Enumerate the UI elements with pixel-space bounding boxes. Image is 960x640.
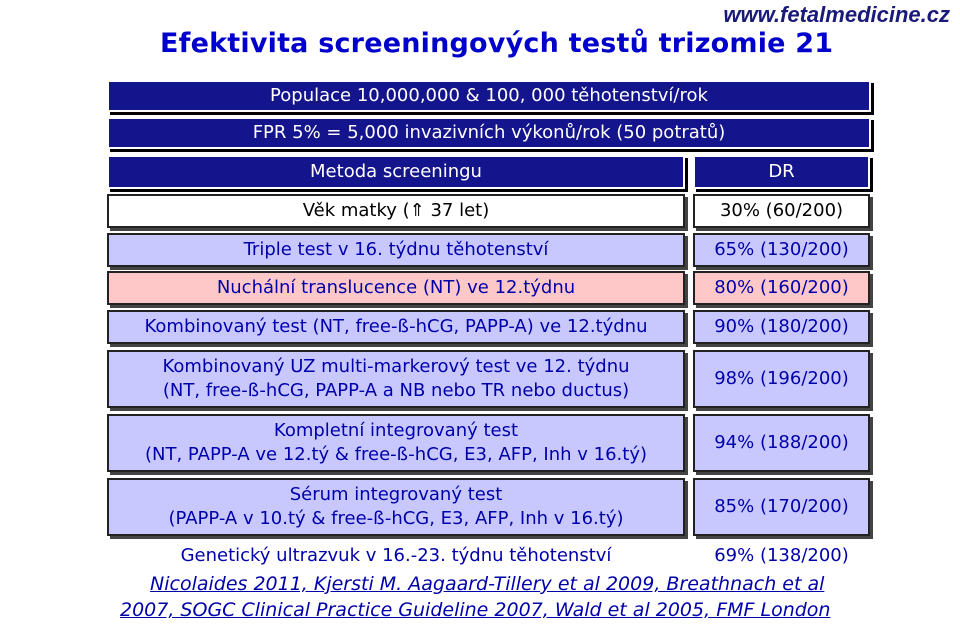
- method-text: Kombinovaný test (NT, free-ß-hCG, PAPP-A) ve 12.týdnu: [144, 316, 648, 337]
- method-cell-genetic-ultrasound: [107, 541, 685, 571]
- page-title: Efektivita screeningových testů trizomie 21: [160, 28, 834, 59]
- dr-text: 30% (60/200): [719, 200, 844, 221]
- method-text-line1: Kombinovaný UZ multi-markerový test ve 12. týdnu: [162, 356, 630, 377]
- method-text-line1: Kompletní integrovaný test: [273, 420, 519, 441]
- fpr-banner: [107, 117, 871, 149]
- dr-header: [693, 155, 870, 189]
- method-cell-serum-integrated: [107, 478, 685, 536]
- method-text: Věk matky (⇑ 37 let): [302, 200, 490, 221]
- dr-cell-nt: [693, 271, 870, 305]
- method-text-line2: (NT, PAPP-A ve 12.tý & free-ß-hCG, E3, AFP, Inh v 16.tý): [145, 444, 647, 465]
- method-cell-combined-us-multimarker: [107, 350, 685, 408]
- method-text: Nuchální translucence (NT) ve 12.týdnu: [216, 277, 576, 298]
- dr-cell-full-integrated: [693, 414, 870, 472]
- dr-text: 94% (188/200): [714, 432, 849, 453]
- method-cell-nt: [107, 271, 685, 305]
- method-text: Genetický ultrazvuk v 16.-23. týdnu těhotenství: [180, 545, 612, 566]
- dr-text: 98% (196/200): [714, 368, 849, 389]
- references-line2: 2007, SOGC Clinical Practice Guideline 2007, Wald et al 2005, FMF London: [120, 599, 831, 621]
- dr-text: 85% (170/200): [714, 496, 849, 517]
- method-cell-combined-test: [107, 310, 685, 344]
- dr-text: 80% (160/200): [714, 277, 849, 298]
- dr-header-text: DR: [768, 161, 795, 182]
- dr-cell-triple-test: [693, 233, 870, 267]
- references-line1: Nicolaides 2011, Kjersti M. Aagaard-Tillery et al 2009, Breathnach et al: [150, 573, 825, 595]
- population-banner: [107, 80, 871, 112]
- dr-cell-serum-integrated: [693, 478, 870, 536]
- method-text: Triple test v 16. týdnu těhotenství: [243, 239, 549, 260]
- method-header: [107, 155, 685, 189]
- method-text-line2: (NT, free-ß-hCG, PAPP-A a NB nebo TR nebo ductus): [162, 380, 630, 401]
- method-text-line1: Sérum integrovaný test: [289, 484, 503, 505]
- method-header-text: Metoda screeningu: [310, 161, 482, 182]
- dr-text: 69% (138/200): [714, 545, 849, 566]
- dr-text: 90% (180/200): [714, 316, 849, 337]
- dr-cell-maternal-age: [693, 194, 870, 228]
- dr-text: 65% (130/200): [714, 239, 849, 260]
- dr-cell-genetic-ultrasound: [693, 541, 870, 571]
- method-cell-maternal-age: [107, 194, 685, 228]
- dr-cell-combined-test: [693, 310, 870, 344]
- method-cell-full-integrated: [107, 414, 685, 472]
- population-text: Populace 10,000,000 & 100, 000 těhotenství/rok: [270, 85, 708, 106]
- method-text-line2: (PAPP-A v 10.tý & free-ß-hCG, E3, AFP, Inh v 16.tý): [168, 508, 624, 529]
- method-cell-triple-test: [107, 233, 685, 267]
- dr-cell-combined-us-multimarker: [693, 350, 870, 408]
- website-url: www.fetalmedicine.cz: [723, 2, 950, 27]
- fpr-text: FPR 5% = 5,000 invazivních výkonů/rok (50 potratů): [252, 122, 726, 143]
